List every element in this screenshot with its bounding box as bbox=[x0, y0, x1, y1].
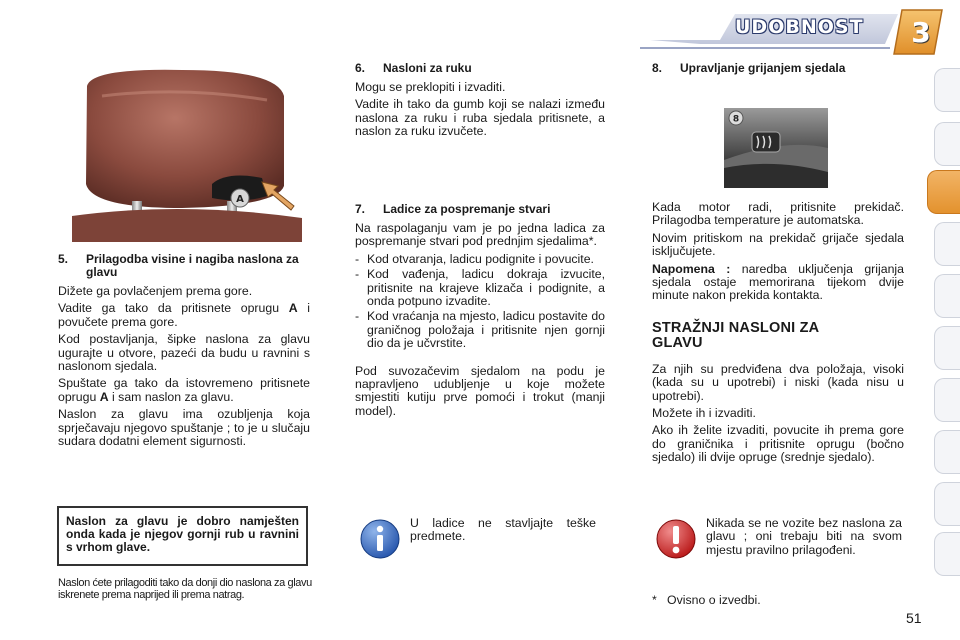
section-heading-rear-headrests: STRAŽNJI NASLONI ZA GLAVU bbox=[652, 319, 819, 351]
chapter-tab[interactable] bbox=[934, 378, 960, 422]
caption-note: Naslon ćete prilagoditi tako da donji dio naslona za glavu iskrenete prema naprijed ili prema natrag. bbox=[58, 577, 312, 601]
paragraph: Ako ih želite izvaditi, povucite ih prema gore do graničnika i pritisnite oprugu (bočno sjedalo) ili dvije opruge (srednje sjedalo). bbox=[652, 423, 904, 465]
paragraph: Mogu se preklopiti i izvaditi. bbox=[355, 80, 506, 94]
list-item: - Kod otvaranja, ladicu podignite i povucite. bbox=[355, 251, 594, 266]
paragraph: Pod suvozačevim sjedalom na podu je napravljeno udubljenje u koje možete smjestiti kutiju prve pomoći i trokut (manji model). bbox=[355, 363, 605, 418]
section-heading: 7. Ladice za pospremanje stvari bbox=[355, 202, 551, 216]
headrest-image bbox=[62, 66, 312, 242]
paragraph: Spuštate ga tako da istovremeno pritisnete oprugu A i sam naslon za glavu. bbox=[58, 376, 310, 404]
chapter-tabs bbox=[930, 66, 960, 576]
chapter-number: 3 bbox=[911, 16, 931, 49]
section-heading: 6. Nasloni za ruku bbox=[355, 61, 472, 75]
image-callout-8: 8 bbox=[732, 114, 740, 125]
column-middle bbox=[355, 62, 605, 143]
page-number: 51 bbox=[906, 610, 922, 626]
paragraph: Dižete ga povlačenjem prema gore. bbox=[58, 284, 253, 298]
chapter-tab[interactable] bbox=[934, 122, 960, 166]
chapter-tab[interactable] bbox=[934, 222, 960, 266]
paragraph: Vadite ih tako da gumb koji se nalazi između naslona za ruku i ruba sjedala pritisnete, a naslon za ruku izvučete. bbox=[355, 97, 605, 139]
paragraph: Naslon za glavu ima ozubljenja koja sprječavaju njegovo spuštanje ; to je u slučaju sudara dodatni element sigurnosti. bbox=[58, 407, 310, 449]
info-icon bbox=[358, 517, 402, 561]
chapter-tab[interactable] bbox=[934, 326, 960, 370]
section-heading: 5. Prilagodba visine i nagiba naslona za glavu bbox=[58, 252, 299, 279]
seat-heating-switch-image bbox=[724, 108, 828, 188]
column-left bbox=[58, 253, 310, 452]
paragraph: Novim pritiskom na prekidač grijače sjedala isključujete. bbox=[652, 230, 904, 259]
column-right-text bbox=[652, 201, 904, 469]
warning-icon bbox=[654, 517, 698, 561]
chapter-tab[interactable] bbox=[934, 482, 960, 526]
chapter-title: UDOBNOST bbox=[735, 16, 864, 38]
chapter-tab[interactable] bbox=[934, 274, 960, 318]
paragraph: Na raspolaganju vam je po jedna ladica za pospremanje stvari pod prednjim sjedalima*. bbox=[355, 221, 605, 249]
paragraph: Kada motor radi, pritisnite prekidač. Prilagodba temperature je automatska. bbox=[652, 200, 904, 228]
image-callout-a: A bbox=[236, 194, 244, 205]
column-right bbox=[652, 62, 904, 81]
column-middle-lower bbox=[355, 203, 605, 422]
warning-text: Nikada se ne vozite bez naslona za glavu ; oni trebaju biti na svom mjestu pravilno prilagođeni. bbox=[706, 516, 902, 557]
boxed-tip: Naslon za glavu je dobro namješten onda kada je njegov gornji rub u ravnini s vrhom glave. bbox=[57, 506, 308, 566]
chapter-tab[interactable] bbox=[934, 430, 960, 474]
list-item: - Kod vraćanja na mjesto, ladicu postavite do graničnog položaja i pritisnite njen gornji dio da je učvrstite. bbox=[355, 309, 605, 351]
paragraph: Kod postavljanja, šipke naslona za glavu ugurajte u otvore, pazeći da budu u ravnini s naslonom sjedala. bbox=[58, 332, 310, 374]
warning-notice bbox=[654, 517, 904, 561]
paragraph: Za njih su predviđena dva položaja, visoki (kada su u upotrebi) i niski (kada nisu u upotrebi). bbox=[652, 361, 904, 403]
chapter-tab[interactable] bbox=[934, 68, 960, 112]
paragraph: Napomena : naredba uključenja grijanja sjedala ostaje memorirana tijekom dvije minute nakon prekida kontakta. bbox=[652, 261, 904, 303]
footnote: * Ovisno o izvedbi. bbox=[652, 593, 761, 607]
chapter-tab[interactable] bbox=[934, 532, 960, 576]
paragraph: Možete ih i izvaditi. bbox=[652, 406, 756, 421]
chapter-tab-active[interactable] bbox=[927, 170, 960, 214]
info-notice bbox=[358, 517, 606, 561]
section-heading: 8. Upravljanje grijanjem sjedala bbox=[652, 61, 846, 75]
list-item: - Kod vađenja, ladicu dokraja izvucite, pritisnite na krajeve klizača i podignite, a onda potpuno izvadite. bbox=[355, 267, 605, 309]
info-text: U ladice ne stavljajte teške predmete. bbox=[410, 516, 596, 544]
paragraph: Vadite ga tako da pritisnete oprugu A i povučete prema gore. bbox=[58, 301, 310, 329]
